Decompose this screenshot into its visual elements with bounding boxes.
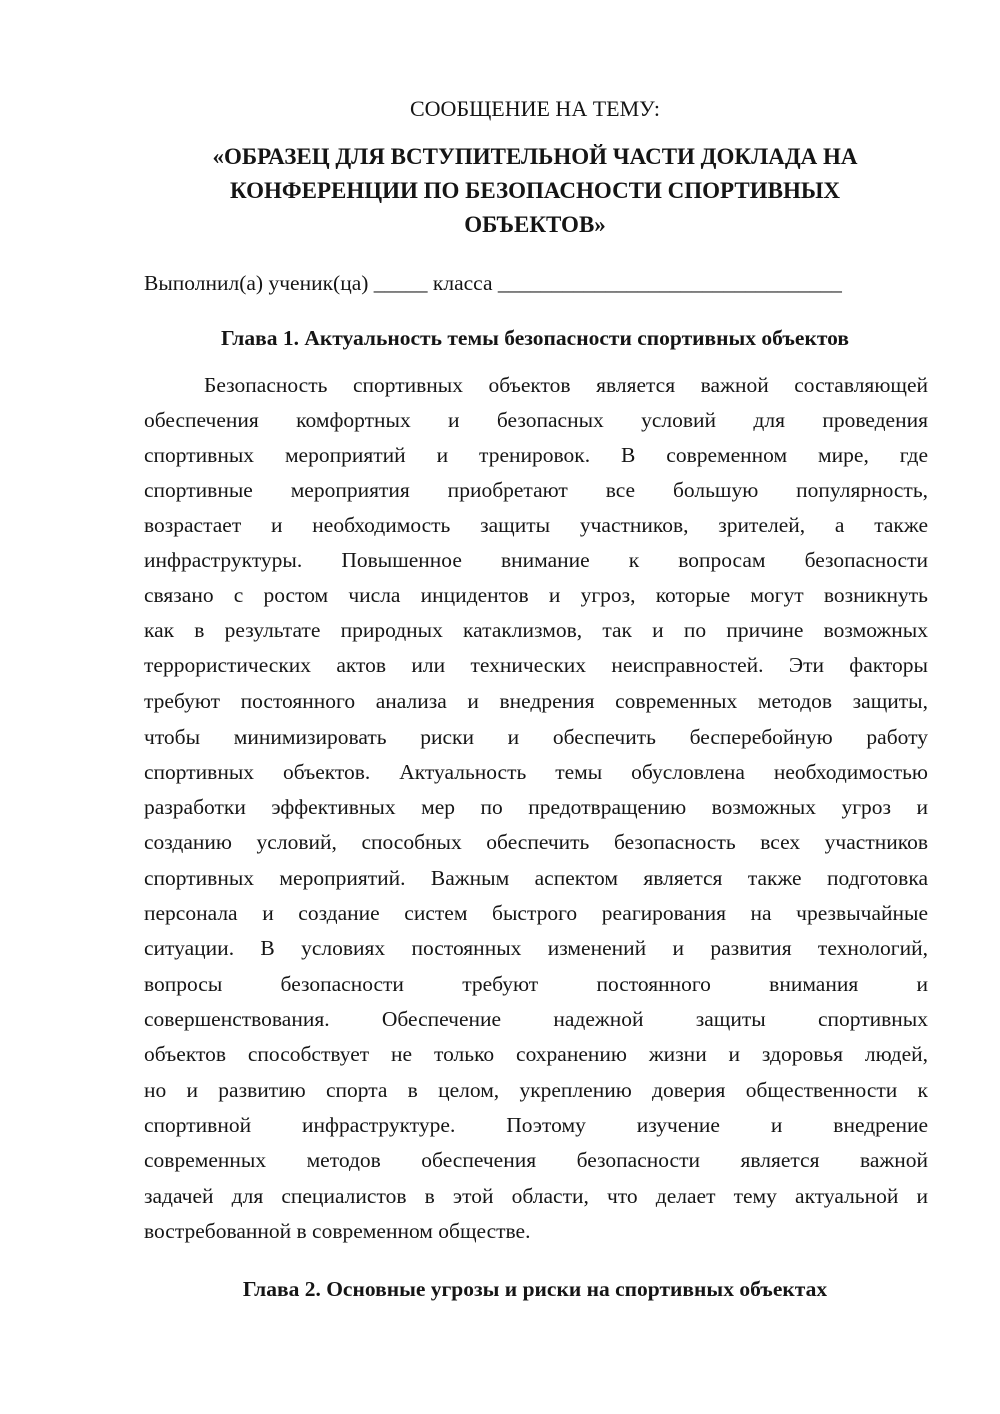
chapter1-line: возрастает и необходимость защиты участников, зрителей, а также xyxy=(144,513,928,537)
document-title-line-3: ОБЪЕКТОВ» xyxy=(464,212,606,237)
chapter1-line: связано с ростом числа инцидентов и угроз, которые могут возникнуть xyxy=(144,583,928,607)
chapter1-line: чтобы минимизировать риски и обеспечить бесперебойную работу xyxy=(144,725,928,749)
chapter1-line: спортивные мероприятия приобретают все большую популярность, xyxy=(144,478,928,502)
chapter1-line: современных методов обеспечения безопасности является важной xyxy=(144,1148,928,1172)
chapter1-line: совершенствования. Обеспечение надежной защиты спортивных xyxy=(144,1007,928,1031)
chapter1-line: персонала и создание систем быстрого реагирования на чрезвычайные xyxy=(144,901,928,925)
chapter2-heading: Глава 2. Основные угрозы и риски на спортивных объектах xyxy=(242,1277,828,1301)
chapter1-line: спортивной инфраструктуре. Поэтому изучение и внедрение xyxy=(144,1113,928,1137)
chapter1-heading: Глава 1. Актуальность темы безопасности спортивных объектов xyxy=(221,326,849,350)
chapter1-line: объектов способствует не только сохранению жизни и здоровья людей, xyxy=(144,1042,928,1066)
chapter1-line: обеспечения комфортных и безопасных условий для проведения xyxy=(144,408,928,432)
chapter1-line: вопросы безопасности требуют постоянного внимания и xyxy=(144,972,928,996)
chapter1-line: задачей для специалистов в этой области, что делает тему актуальной и xyxy=(144,1184,928,1208)
chapter1-line: инфраструктуры. Повышенное внимание к вопросам безопасности xyxy=(144,548,928,572)
chapter1-line: требуют постоянного анализа и внедрения современных методов защиты, xyxy=(144,689,928,713)
chapter1-line: разработки эффективных мер по предотвращению возможных угроз и xyxy=(144,795,928,819)
chapter1-line: спортивных мероприятий и тренировок. В современном мире, где xyxy=(144,443,928,467)
chapter1-line: террористических актов или технических неисправностей. Эти факторы xyxy=(144,653,928,677)
document-title-line-2: КОНФЕРЕНЦИИ ПО БЕЗОПАСНОСТИ СПОРТИВНЫХ xyxy=(229,178,841,203)
document-pretitle: СООБЩЕНИЕ НА ТЕМУ: xyxy=(410,96,660,121)
chapter1-line-last: востребованной в современном обществе. xyxy=(144,1219,531,1243)
chapter1-line: созданию условий, способных обеспечить безопасность всех участников xyxy=(144,830,928,854)
author-line: Выполнил(а) ученик(ца) _____ класса ________________________________ xyxy=(144,271,842,295)
chapter1-line: ситуации. В условиях постоянных изменений и развития технологий, xyxy=(144,936,928,960)
document-title-line-1: «ОБРАЗЕЦ ДЛЯ ВСТУПИТЕЛЬНОЙ ЧАСТИ ДОКЛАДА НА xyxy=(212,144,858,169)
chapter1-line: спортивных объектов. Актуальность темы обусловлена необходимостью xyxy=(144,760,928,784)
chapter1-line: как в результате природных катаклизмов, так и по причине возможных xyxy=(144,618,928,642)
chapter1-line: спортивных мероприятий. Важным аспектом является также подготовка xyxy=(144,866,928,890)
chapter1-line: Безопасность спортивных объектов является важной составляющей xyxy=(204,373,928,397)
chapter1-line: но и развитию спорта в целом, укреплению доверия общественности к xyxy=(144,1078,928,1102)
